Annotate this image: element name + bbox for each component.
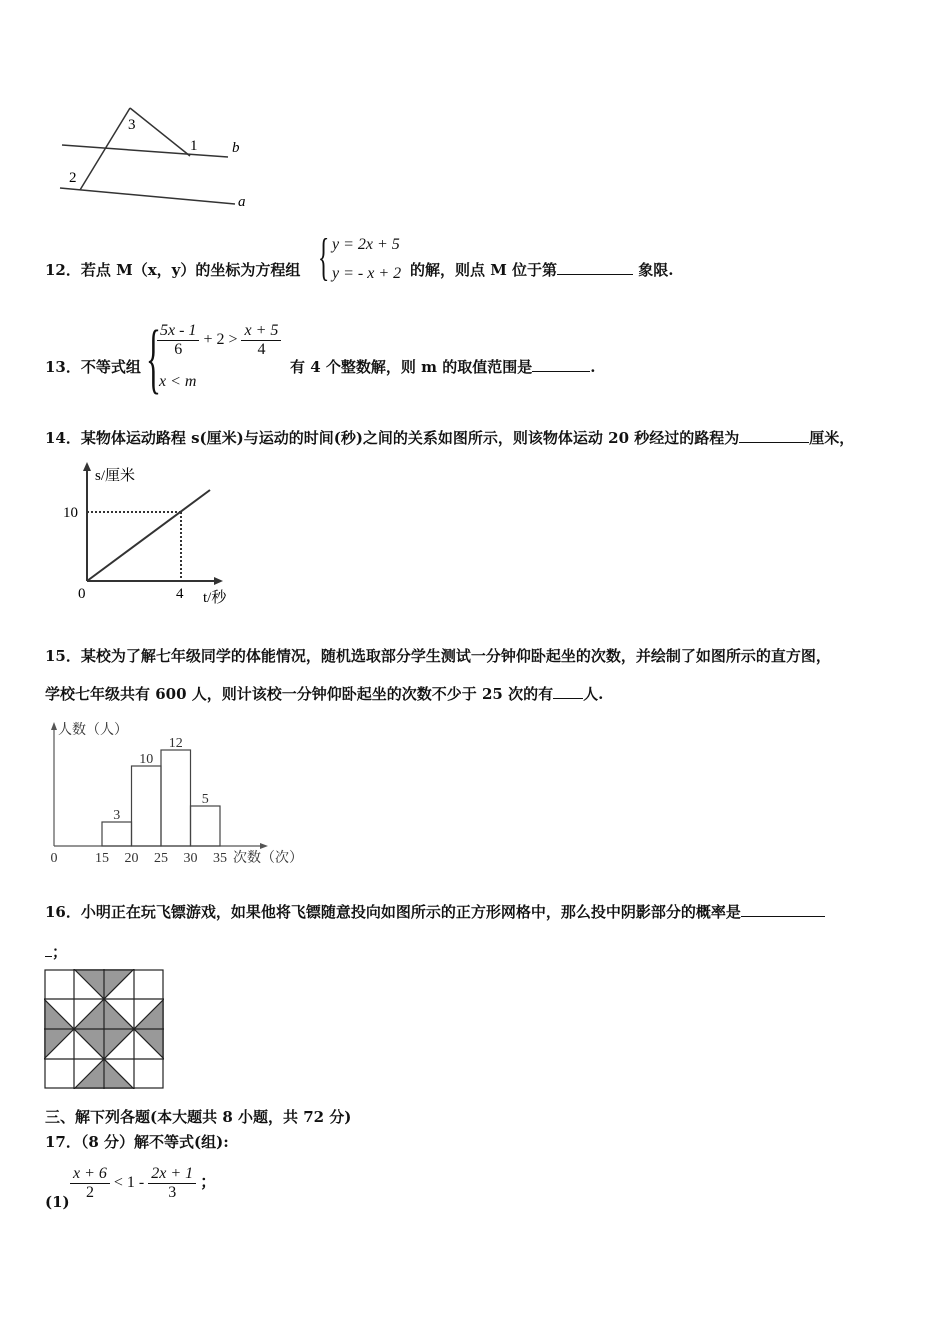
q16-text: 16．小明正在玩飞镖游戏，如果他将飞镖随意投向如图所示的正方形网格中，那么投中阴影部分的概率是 bbox=[45, 903, 741, 921]
question-14 bbox=[45, 428, 854, 448]
q12-blank[interactable] bbox=[557, 260, 633, 275]
q13-frac-left-num: 5x - 1 bbox=[157, 322, 199, 341]
origin-label: 0 bbox=[78, 586, 86, 602]
y-tick-10: 10 bbox=[63, 505, 78, 521]
q17-part-label: (1) bbox=[45, 1193, 70, 1211]
line-a-label: a bbox=[238, 194, 246, 210]
angle-3-label: 3 bbox=[128, 117, 136, 133]
question-17-title: 17．（8 分）解不等式(组): bbox=[45, 1133, 229, 1151]
hist-bar-25-30 bbox=[161, 750, 191, 846]
dart-grid-figure bbox=[44, 969, 164, 1089]
q14-text-end: 厘米， bbox=[809, 429, 855, 447]
q13-text-after: 有 4 个整数解，则 m 的取值范围是 bbox=[290, 358, 533, 376]
hist-x-arrow bbox=[260, 843, 268, 849]
q13-frac-right-num: x + 5 bbox=[241, 322, 281, 341]
grid-lines bbox=[44, 969, 164, 1089]
hist-x-tick-15: 15 bbox=[95, 851, 109, 866]
q14-blank[interactable] bbox=[739, 428, 809, 443]
hist-x-label: 次数（次） bbox=[233, 851, 303, 866]
q13-frac-left-den: 6 bbox=[174, 341, 183, 358]
question-13 bbox=[45, 357, 141, 377]
q13-inequality-1 bbox=[157, 322, 281, 359]
q13-inequality-2: x < m bbox=[159, 373, 197, 390]
q17-inequality bbox=[70, 1165, 216, 1202]
q13-brace: { bbox=[146, 314, 161, 401]
hist-bar-20-25 bbox=[132, 766, 162, 846]
hist-bar-label-30-35: 5 bbox=[201, 792, 209, 807]
q17-frac1-num: x + 6 bbox=[70, 1165, 110, 1184]
x-axis-arrow bbox=[214, 577, 223, 585]
line-b bbox=[62, 145, 228, 157]
x-axis-label: t/秒 bbox=[203, 590, 227, 606]
question-12 bbox=[45, 260, 300, 280]
hist-y-label: 人数（人） bbox=[58, 723, 128, 738]
q13-mid: + 2 > bbox=[203, 331, 238, 349]
angle-2-label: 2 bbox=[69, 170, 77, 186]
q17-mid: < 1 - bbox=[113, 1174, 145, 1192]
angle-1-label: 1 bbox=[190, 138, 198, 154]
q12-text-end: 象限. bbox=[638, 261, 674, 279]
q12-equation-1: y = 2x + 5 bbox=[332, 236, 400, 253]
distance-time-chart bbox=[55, 458, 255, 608]
q16-blank[interactable] bbox=[741, 902, 825, 917]
section-3-title: 三、解下列各题(本大题共 8 小题，共 72 分) bbox=[45, 1108, 352, 1126]
q13-text-before: 13．不等式组 bbox=[45, 358, 141, 376]
q17-frac2-den: 3 bbox=[168, 1184, 177, 1201]
q17-frac1-den: 2 bbox=[85, 1184, 94, 1201]
question-15-line-1: 15．某校为了解七年级同学的体能情况，随机选取部分学生测试一分钟仰卧起坐的次数，并绘制了如图所示的直方图， bbox=[45, 647, 831, 665]
q15-line2-text: 学校七年级共有 600 人，则计该校一分钟仰卧起坐的次数不少于 25 次的有 bbox=[45, 685, 554, 703]
q13-answer-line bbox=[290, 357, 595, 377]
hist-bar-30-35 bbox=[191, 806, 221, 846]
hist-y-arrow bbox=[51, 722, 57, 730]
y-axis-label: s/厘米 bbox=[95, 468, 136, 484]
hist-x-tick-25: 25 bbox=[154, 851, 168, 866]
q16-blank-cont bbox=[45, 942, 52, 957]
hist-x-tick-30: 30 bbox=[183, 851, 198, 866]
x-tick-4: 4 bbox=[176, 586, 184, 602]
hist-x-tick-35: 35 bbox=[213, 851, 227, 866]
line-b-label: b bbox=[232, 140, 240, 156]
question-15-line-2 bbox=[45, 684, 603, 704]
q12-equation-2: y = - x + 2 bbox=[332, 265, 402, 282]
q12-answer-line bbox=[410, 260, 674, 280]
hist-x-tick-20: 20 bbox=[124, 851, 139, 866]
hist-bar-label-25-30: 12 bbox=[168, 736, 183, 751]
q15-blank[interactable] bbox=[553, 684, 583, 699]
y-axis-arrow bbox=[83, 462, 91, 471]
q16-text-end: ； bbox=[52, 943, 68, 961]
line-a bbox=[60, 188, 235, 204]
triangle-side bbox=[130, 108, 190, 156]
hist-bar-15-20 bbox=[102, 822, 132, 846]
q13-blank[interactable] bbox=[532, 357, 590, 372]
q16-continuation bbox=[45, 942, 67, 962]
hist-bar-label-15-20: 3 bbox=[113, 808, 121, 823]
q12-text-before: 12．若点 M（x，y）的坐标为方程组 bbox=[45, 261, 301, 279]
q13-text-end: . bbox=[590, 358, 596, 376]
histogram-chart bbox=[40, 718, 320, 868]
distance-line bbox=[87, 490, 210, 581]
q14-text: 14．某物体运动路程 s(厘米)与运动的时间(秒)之间的关系如图所示，则该物体运动 20 秒经过的路程为 bbox=[45, 429, 740, 447]
q15-line2-end: 人. bbox=[583, 685, 604, 703]
q17-end: ； bbox=[200, 1174, 217, 1192]
parallel-lines-figure bbox=[50, 100, 270, 215]
q17-frac2-num: 2x + 1 bbox=[148, 1165, 196, 1184]
question-16 bbox=[45, 902, 825, 922]
hist-bar-label-20-25: 10 bbox=[139, 752, 154, 767]
q12-brace: { bbox=[318, 229, 330, 286]
hist-x-tick-0: 0 bbox=[50, 851, 58, 866]
q13-frac-right-den: 4 bbox=[257, 341, 266, 358]
q12-text-after: 的解，则点 M 位于第 bbox=[410, 261, 558, 279]
